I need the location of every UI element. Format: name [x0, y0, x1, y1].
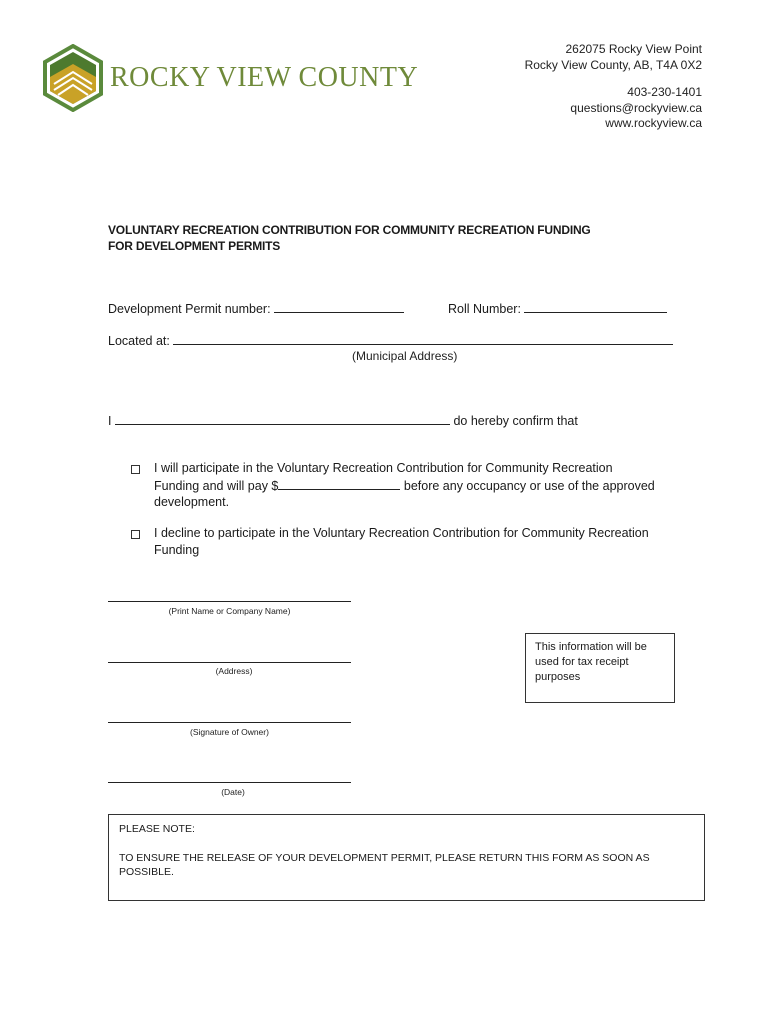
- option1-line2a: Funding and will pay $: [154, 478, 279, 493]
- print-name-field[interactable]: [108, 601, 351, 602]
- option1-line2b: before any occupancy or use of the approved: [403, 478, 655, 493]
- note-heading: PLEASE NOTE:: [119, 823, 195, 835]
- tax-info-text: This information will be used for tax receipt purposes: [535, 641, 647, 683]
- phone: 403-230-1401: [627, 85, 702, 99]
- option-participate: [154, 460, 694, 511]
- address-caption: (Address): [215, 666, 253, 676]
- roll-row: [448, 300, 667, 316]
- dp-number-field[interactable]: [274, 300, 404, 313]
- confirm-suffix: do hereby confirm that: [453, 414, 578, 428]
- located-field[interactable]: [173, 332, 673, 345]
- participate-checkbox[interactable]: [131, 465, 140, 474]
- option1-line3: development.: [154, 495, 230, 509]
- date-caption: (Date): [221, 787, 245, 797]
- address-field[interactable]: [108, 662, 351, 663]
- county-logo-icon: [42, 44, 104, 112]
- please-note-box: [108, 814, 705, 901]
- signature-field[interactable]: [108, 722, 351, 723]
- signature-caption: (Signature of Owner): [190, 727, 269, 737]
- option2-line2: Funding: [154, 542, 200, 557]
- email-link[interactable]: questions@rockyview.ca: [570, 100, 702, 115]
- option2-line1: I decline to participate in the Voluntary Recreation Contribution for Community Recreation: [154, 526, 649, 540]
- org-name: ROCKY VIEW COUNTY: [110, 62, 419, 93]
- located-row: [108, 332, 673, 348]
- title-line2: FOR DEVELOPMENT PERMITS: [108, 239, 281, 253]
- note-body: TO ENSURE THE RELEASE OF YOUR DEVELOPMENT PERMIT, PLEASE RETURN THIS FORM AS SOON AS POSSIBLE.: [119, 851, 650, 878]
- roll-label: Roll Number:: [448, 302, 521, 316]
- address-line1: 262075 Rocky View Point: [565, 42, 702, 56]
- owner-name-field[interactable]: [115, 412, 450, 425]
- option1-line2: [154, 477, 694, 495]
- contact-block: [525, 42, 702, 132]
- option1-line1: I will participate in the Voluntary Recreation Contribution for Community Recreation: [154, 461, 613, 475]
- print-name-caption: (Print Name or Company Name): [168, 606, 291, 616]
- roll-number-field[interactable]: [524, 300, 667, 313]
- website-link[interactable]: www.rockyview.ca: [605, 116, 702, 130]
- payment-amount-field[interactable]: [278, 477, 400, 490]
- located-label: Located at:: [108, 334, 170, 348]
- decline-checkbox[interactable]: [131, 530, 140, 539]
- option-decline: [154, 525, 694, 558]
- dp-row: [108, 300, 404, 316]
- dp-label: Development Permit number:: [108, 302, 271, 316]
- municipal-caption: (Municipal Address): [352, 349, 458, 363]
- address-line2: Rocky View County, AB, T4A 0X2: [524, 57, 702, 72]
- confirm-row: [108, 412, 578, 428]
- date-field[interactable]: [108, 782, 351, 783]
- form-title: [108, 222, 591, 254]
- title-line1: VOLUNTARY RECREATION CONTRIBUTION FOR COMMUNITY RECREATION FUNDING: [108, 223, 591, 237]
- confirm-prefix: I: [108, 414, 112, 428]
- tax-info-box: [525, 633, 675, 703]
